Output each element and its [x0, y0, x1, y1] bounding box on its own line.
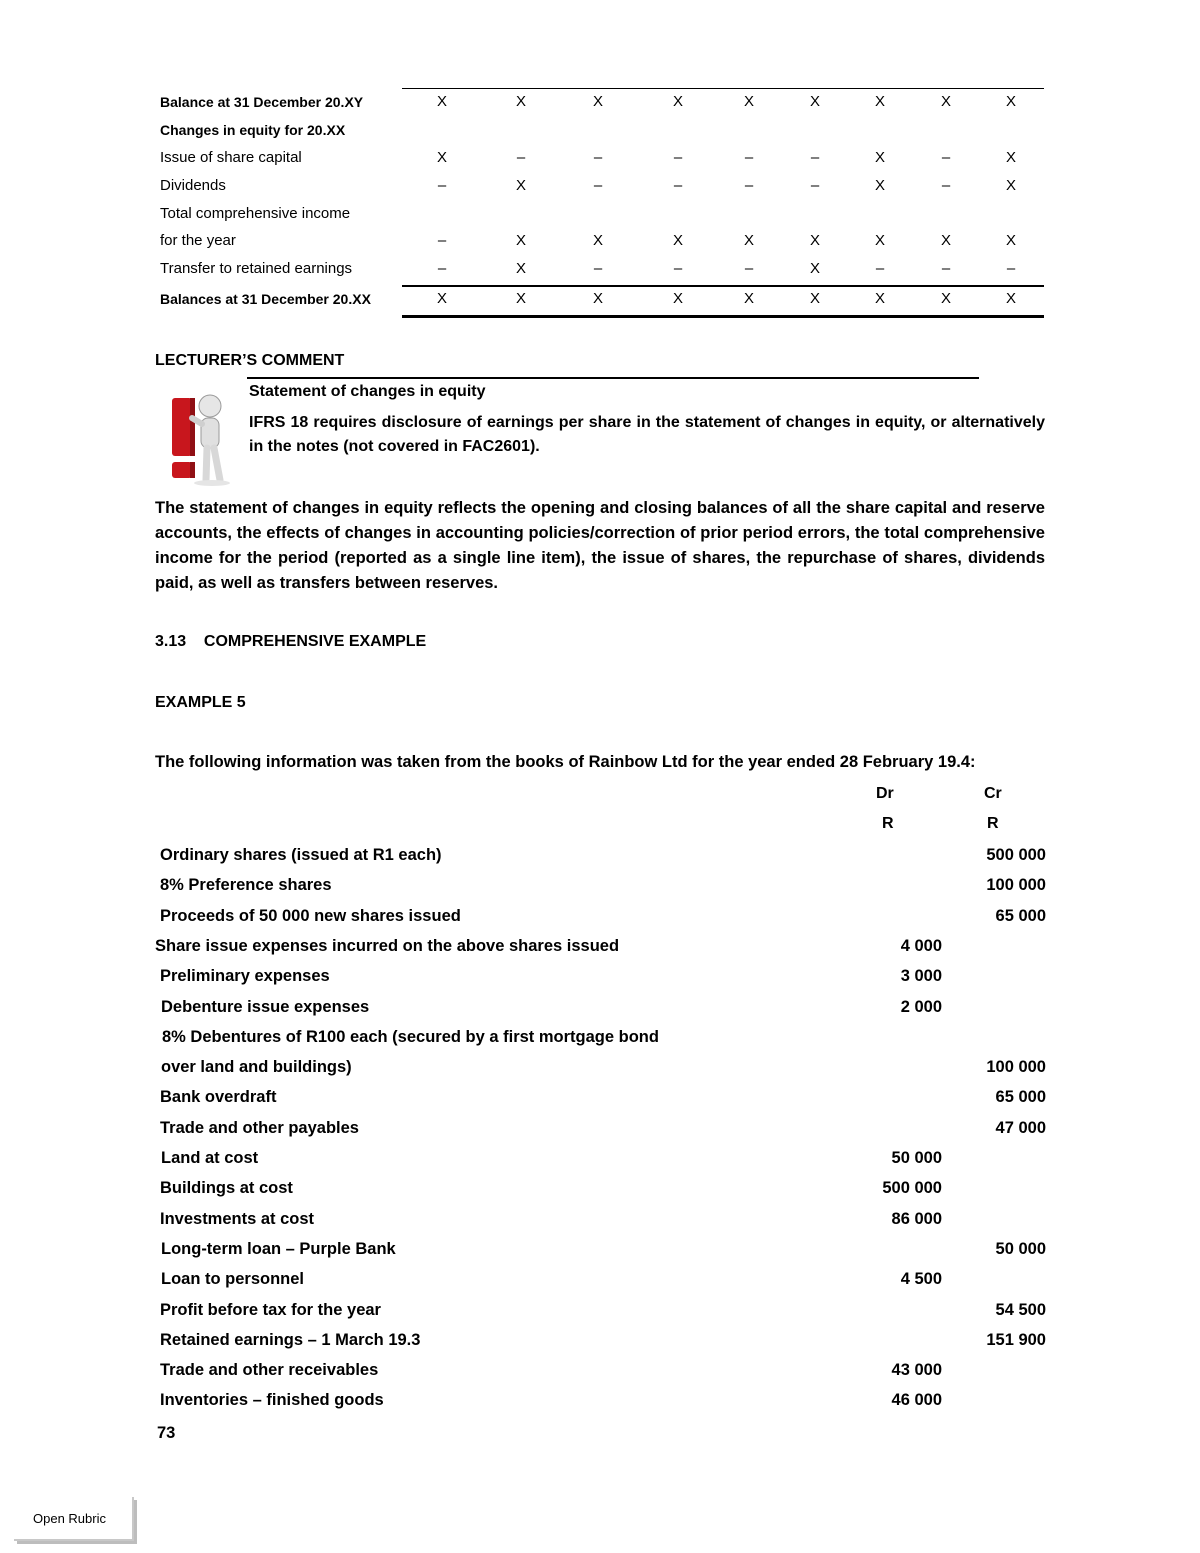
equity-cell: –	[437, 260, 447, 277]
equity-cell: X	[436, 290, 447, 307]
equity-cell: –	[744, 149, 754, 166]
trial-balance-row	[0, 1175, 1200, 1203]
credit-amount: 500 000	[986, 846, 1046, 864]
equity-row	[0, 204, 1200, 228]
equity-cell: X	[592, 290, 603, 307]
equity-cell: –	[593, 149, 603, 166]
comment-box-title: Statement of changes in equity	[249, 383, 486, 400]
equity-cell: –	[516, 149, 526, 166]
equity-cell: X	[515, 232, 526, 249]
equity-cell: –	[673, 177, 683, 194]
equity-cell: X	[743, 232, 754, 249]
equity-cell: X	[515, 177, 526, 194]
page-number: 73	[157, 1424, 176, 1442]
trial-balance-label: Profit before tax for the year	[160, 1300, 381, 1319]
trial-balance-label: over land and buildings)	[161, 1058, 352, 1077]
trial-balance-row	[0, 1054, 1200, 1082]
equity-cell: –	[1006, 260, 1016, 277]
equity-row	[0, 92, 1200, 116]
equity-cell: X	[672, 290, 683, 307]
trial-balance-label: Proceeds of 50 000 new shares issued	[160, 906, 461, 925]
trial-balance-label: Bank overdraft	[160, 1088, 277, 1107]
debit-amount: 46 000	[891, 1391, 942, 1410]
equity-row-label: Total comprehensive income	[160, 205, 351, 222]
exclamation-figure-icon	[162, 388, 240, 488]
equity-cell: –	[810, 177, 820, 194]
credit-amount: 151 900	[986, 1330, 1046, 1349]
equity-cell: X	[515, 93, 526, 110]
section-heading: 3.13 COMPREHENSIVE EXAMPLE	[155, 633, 427, 650]
equity-cell: X	[1005, 232, 1016, 249]
trial-balance-label: Inventories – finished goods	[160, 1391, 384, 1410]
trial-balance-row	[0, 1115, 1200, 1143]
equity-cell: –	[875, 260, 885, 277]
equity-cell: –	[941, 177, 951, 194]
trial-balance-label: 8% Preference shares	[160, 876, 332, 895]
trial-balance-label: Land at cost	[161, 1149, 259, 1167]
equity-cell: X	[672, 93, 683, 110]
equity-cell: –	[941, 260, 951, 277]
debit-amount: 2 000	[900, 997, 942, 1016]
equity-cell: –	[941, 149, 951, 166]
debit-amount: 500 000	[882, 1179, 942, 1198]
equity-cell: X	[743, 93, 754, 110]
trial-balance-label: Trade and other payables	[160, 1118, 359, 1137]
trial-balance-row	[0, 1297, 1200, 1325]
equity-cell: X	[940, 93, 951, 110]
credit-amount: 47 000	[995, 1118, 1046, 1137]
description-paragraph: The statement of changes in equity reflects the opening and closing balances of all the share capital and reserve accounts, the effects of changes in accounting policies/correction of prior period errors, the total comprehensive income for the period (reported as a single line item), the issue of shares, the repurchase of shares, dividends paid, as well as transfers between reserves.	[155, 499, 1045, 592]
equity-row-label: Dividends	[160, 177, 226, 194]
equity-cell: –	[437, 232, 447, 249]
equity-cell: –	[673, 149, 683, 166]
equity-cell: –	[744, 177, 754, 194]
credit-amount: 100 000	[986, 876, 1046, 895]
trial-balance-label: Share issue expenses incurred on the above shares issued	[155, 936, 620, 955]
equity-cell: –	[593, 177, 603, 194]
trial-balance-label: Investments at cost	[160, 1209, 315, 1228]
trial-balance-row	[0, 994, 1200, 1022]
trial-balance-label: Ordinary shares (issued at R1 each)	[160, 846, 442, 864]
trial-balance-label: 8% Debentures of R100 each (secured by a first mortgage bond	[162, 1027, 659, 1046]
equity-cell: X	[1005, 93, 1016, 110]
equity-cell: X	[515, 260, 526, 277]
trial-balance-row	[0, 1084, 1200, 1112]
trial-balance-row	[0, 1145, 1200, 1173]
equity-cell: X	[436, 93, 447, 110]
credit-amount: 65 000	[995, 1088, 1046, 1107]
credit-amount: 65 000	[995, 906, 1046, 925]
equity-cell: X	[874, 290, 885, 307]
trial-balance-row	[0, 1236, 1200, 1264]
equity-cell: X	[515, 290, 526, 307]
equity-cell: X	[874, 149, 885, 166]
trial-balance-label: Trade and other receivables	[160, 1361, 379, 1380]
trial-balance-row	[0, 1357, 1200, 1385]
debit-amount: 43 000	[891, 1361, 942, 1380]
equity-cell: X	[940, 290, 951, 307]
equity-row-label: Changes in equity for 20.XX	[160, 122, 346, 138]
equity-cell: X	[672, 232, 683, 249]
trial-balance-row	[0, 963, 1200, 991]
equity-cell: –	[744, 260, 754, 277]
trial-balance-row	[0, 872, 1200, 900]
equity-cell: X	[1005, 149, 1016, 166]
debit-amount: 3 000	[900, 967, 942, 986]
debit-amount: 86 000	[891, 1209, 942, 1228]
open-rubric-label: Open Rubric	[33, 1511, 106, 1526]
equity-cell: X	[436, 149, 447, 166]
equity-cell: X	[1005, 177, 1016, 194]
trial-balance-label: Preliminary expenses	[160, 967, 330, 986]
equity-cell: X	[809, 260, 820, 277]
equity-cell: X	[743, 290, 754, 307]
cr-header: Cr	[984, 785, 1002, 802]
equity-row	[0, 148, 1200, 172]
equity-cell: X	[874, 177, 885, 194]
comment-box-text: IFRS 18 requires disclosure of earnings per share in the statement of changes in equity, or alternatively in the notes (not covered in FAC2601).	[249, 414, 1045, 455]
equity-cell: –	[593, 260, 603, 277]
credit-amount: 50 000	[995, 1239, 1046, 1258]
trial-balance-label: Debenture issue expenses	[161, 997, 370, 1016]
equity-row-label: for the year	[160, 232, 236, 249]
equity-cell: X	[592, 93, 603, 110]
equity-row	[0, 259, 1200, 283]
equity-cell: X	[809, 290, 820, 307]
example-intro: The following information was taken from the books of Rainbow Ltd for the year ended 28 February 19.4:	[155, 753, 976, 771]
trial-balance-row	[0, 1387, 1200, 1415]
lecturer-comment-heading: LECTURER’S COMMENT	[155, 352, 345, 369]
equity-row	[0, 289, 1200, 313]
debit-amount: 50 000	[891, 1149, 942, 1167]
equity-cell: –	[673, 260, 683, 277]
equity-row-label: Balances at 31 December 20.XX	[160, 291, 371, 307]
equity-row-label: Balance at 31 December 20.XY	[160, 94, 364, 110]
example-heading: EXAMPLE 5	[155, 694, 246, 711]
debit-amount: 4 500	[900, 1270, 942, 1289]
equity-total-bottom-rule	[402, 315, 1044, 318]
equity-cell: X	[809, 232, 820, 249]
open-rubric-button[interactable]	[14, 1497, 134, 1541]
trial-balance-row	[0, 1266, 1200, 1294]
equity-total-top-rule	[402, 285, 1044, 287]
equity-top-rule	[402, 88, 1044, 89]
dr-unit: R	[882, 815, 894, 832]
comment-rule	[247, 377, 979, 379]
trial-balance-row	[0, 1206, 1200, 1234]
debit-amount: 4 000	[900, 936, 942, 955]
credit-amount: 54 500	[995, 1300, 1046, 1319]
equity-row-label: Transfer to retained earnings	[160, 260, 353, 277]
equity-cell: X	[940, 232, 951, 249]
trial-balance-row	[0, 933, 1200, 961]
trial-balance-row	[0, 1327, 1200, 1355]
equity-cell: X	[809, 93, 820, 110]
cr-unit: R	[987, 815, 999, 832]
equity-row	[0, 120, 1200, 144]
trial-balance-row	[0, 903, 1200, 931]
trial-balance-label: Loan to personnel	[161, 1270, 305, 1289]
equity-row-label: Issue of share capital	[160, 149, 302, 166]
equity-row	[0, 176, 1200, 200]
dr-header: Dr	[876, 785, 894, 802]
credit-amount: 100 000	[986, 1058, 1046, 1077]
trial-balance-row	[0, 1024, 1200, 1052]
equity-cell: X	[874, 93, 885, 110]
trial-balance-label: Retained earnings – 1 March 19.3	[160, 1330, 421, 1349]
trial-balance-label: Long-term loan – Purple Bank	[161, 1239, 396, 1258]
trial-balance-row	[0, 842, 1200, 870]
equity-cell: –	[437, 177, 447, 194]
equity-row	[0, 231, 1200, 255]
equity-cell: X	[592, 232, 603, 249]
equity-cell: X	[874, 232, 885, 249]
equity-cell: X	[1005, 290, 1016, 307]
equity-cell: –	[810, 149, 820, 166]
trial-balance-label: Buildings at cost	[160, 1179, 293, 1198]
